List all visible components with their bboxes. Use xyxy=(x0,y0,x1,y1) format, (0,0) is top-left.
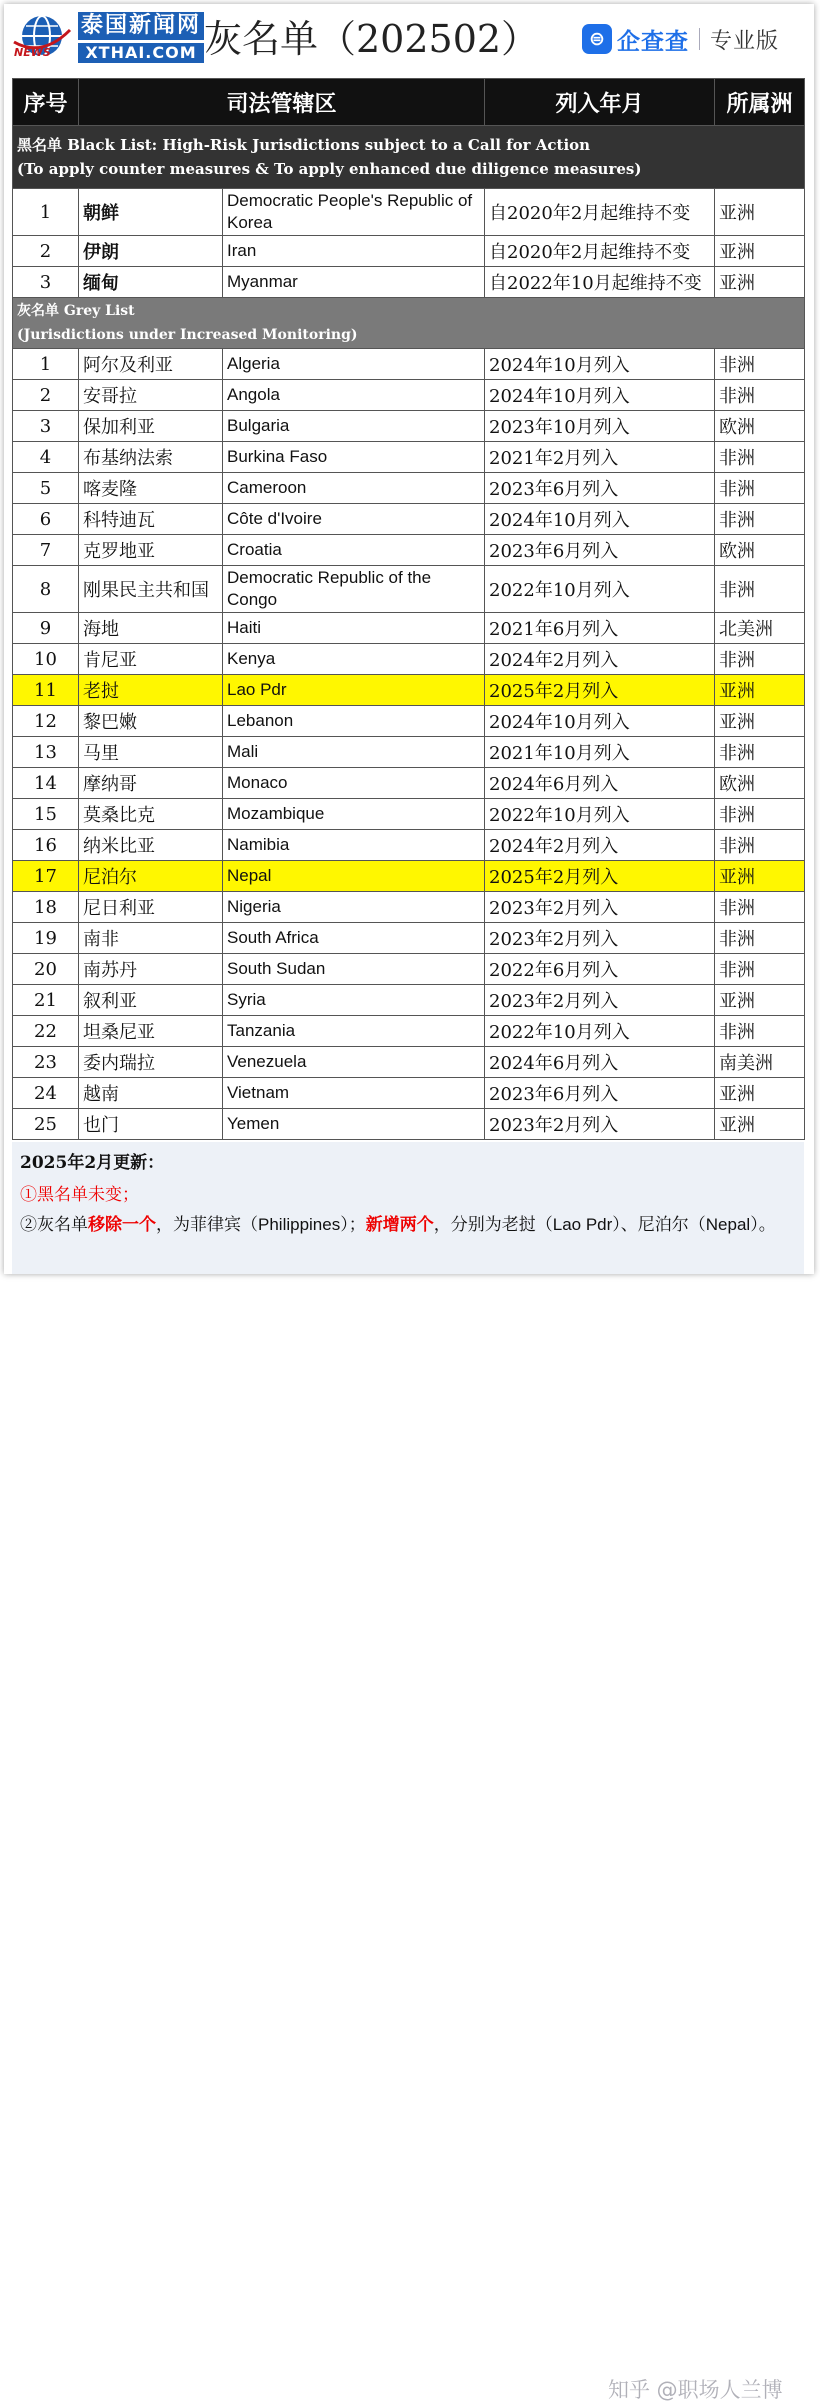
jurisdiction-en: Mozambique xyxy=(223,799,485,830)
table-row xyxy=(13,380,805,411)
continent: 非洲 xyxy=(715,892,805,923)
jurisdiction-en: Iran xyxy=(223,236,485,267)
black-list-title: 黑名单 Black List: High-Risk Jurisdictions subject to a Call for Action xyxy=(17,136,591,154)
zhihu-watermark: 知乎 @职场人兰博 xyxy=(608,2378,783,2402)
note-2-lao: Lao Pdr xyxy=(552,1215,613,1234)
jurisdiction-cn: 克罗地亚 xyxy=(79,535,223,566)
table-row xyxy=(13,985,805,1016)
jurisdiction-cn: 朝鲜 xyxy=(79,189,223,236)
continent: 非洲 xyxy=(715,644,805,675)
jurisdiction-cn: 喀麦隆 xyxy=(79,473,223,504)
table-row xyxy=(13,349,805,380)
jurisdiction-cn: 布基纳法索 xyxy=(79,442,223,473)
jurisdiction-en: Côte d'Ivoire xyxy=(223,504,485,535)
jurisdiction-cn: 阿尔及利亚 xyxy=(79,349,223,380)
table-row xyxy=(13,799,805,830)
listed-date: 2024年2月列入 xyxy=(485,644,715,675)
jurisdiction-en: Syria xyxy=(223,985,485,1016)
note-2-philippines: Philippines xyxy=(258,1215,341,1234)
table-row xyxy=(13,675,805,706)
continent: 非洲 xyxy=(715,923,805,954)
row-number: 18 xyxy=(13,892,79,923)
continent: 非洲 xyxy=(715,504,805,535)
table-row xyxy=(13,768,805,799)
jurisdiction-cn: 越南 xyxy=(79,1078,223,1109)
continent: 非洲 xyxy=(715,442,805,473)
table-row xyxy=(13,1078,805,1109)
brand-name: 企查查 xyxy=(617,28,689,55)
row-number: 22 xyxy=(13,1016,79,1047)
table-header-row xyxy=(13,79,805,126)
continent: 欧洲 xyxy=(715,535,805,566)
jurisdiction-en: Haiti xyxy=(223,613,485,644)
jurisdiction-en: Lebanon xyxy=(223,706,485,737)
jurisdiction-cn: 缅甸 xyxy=(79,267,223,298)
listed-date: 2021年10月列入 xyxy=(485,737,715,768)
continent: 非洲 xyxy=(715,380,805,411)
listed-date: 自2022年10月起维持不变 xyxy=(485,267,715,298)
listed-date: 自2020年2月起维持不变 xyxy=(485,189,715,236)
continent: 亚洲 xyxy=(715,267,805,298)
page-title: 灰名单（202502） xyxy=(204,17,540,61)
listed-date: 2023年2月列入 xyxy=(485,1109,715,1140)
continent: 亚洲 xyxy=(715,1078,805,1109)
jurisdiction-cn: 南苏丹 xyxy=(79,954,223,985)
note-2-part: ）。 xyxy=(750,1215,776,1235)
jurisdiction-en: Kenya xyxy=(223,644,485,675)
qichacha-logo-icon: ⊜ xyxy=(582,24,612,54)
table-row xyxy=(13,613,805,644)
jurisdiction-en: Mali xyxy=(223,737,485,768)
continent: 亚洲 xyxy=(715,985,805,1016)
listed-date: 2024年10月列入 xyxy=(485,706,715,737)
jurisdiction-en: Nigeria xyxy=(223,892,485,923)
listed-date: 2022年10月列入 xyxy=(485,799,715,830)
logo-chinese-text: 泰国新闻网 xyxy=(78,12,204,40)
listed-date: 2023年6月列入 xyxy=(485,1078,715,1109)
listed-date: 2023年6月列入 xyxy=(485,535,715,566)
header-date: 列入年月 xyxy=(485,79,715,126)
jurisdiction-en: Vietnam xyxy=(223,1078,485,1109)
table-row xyxy=(13,236,805,267)
listed-date: 2022年10月列入 xyxy=(485,566,715,613)
continent: 非洲 xyxy=(715,737,805,768)
continent: 北美洲 xyxy=(715,613,805,644)
logo-domain-text: XTHAI.COM xyxy=(78,43,204,63)
table-row xyxy=(13,535,805,566)
row-number: 1 xyxy=(13,189,79,236)
continent: 非洲 xyxy=(715,954,805,985)
continent: 欧洲 xyxy=(715,768,805,799)
listed-date: 2023年2月列入 xyxy=(485,985,715,1016)
table-row xyxy=(13,1047,805,1078)
listed-date: 2025年2月列入 xyxy=(485,861,715,892)
row-number: 23 xyxy=(13,1047,79,1078)
table-row xyxy=(13,267,805,298)
continent: 亚洲 xyxy=(715,675,805,706)
listed-date: 2024年10月列入 xyxy=(485,380,715,411)
jurisdiction-en: South Sudan xyxy=(223,954,485,985)
jurisdiction-cn: 老挝 xyxy=(79,675,223,706)
jurisdiction-cn: 叙利亚 xyxy=(79,985,223,1016)
note-2-nepal: Nepal xyxy=(705,1215,751,1234)
jurisdiction-en: Bulgaria xyxy=(223,411,485,442)
note-2-part: ）； xyxy=(340,1215,366,1235)
header-continent: 所属洲 xyxy=(715,79,805,126)
table-row xyxy=(13,473,805,504)
jurisdiction-table xyxy=(12,78,805,1140)
row-number: 3 xyxy=(13,267,79,298)
row-number: 20 xyxy=(13,954,79,985)
continent: 亚洲 xyxy=(715,861,805,892)
jurisdiction-en: Cameroon xyxy=(223,473,485,504)
listed-date: 2024年10月列入 xyxy=(485,349,715,380)
jurisdiction-en: Algeria xyxy=(223,349,485,380)
row-number: 13 xyxy=(13,737,79,768)
jurisdiction-en: Yemen xyxy=(223,1109,485,1140)
note-item-1 xyxy=(20,1180,139,1205)
jurisdiction-en: Myanmar xyxy=(223,267,485,298)
row-number: 21 xyxy=(13,985,79,1016)
row-number: 24 xyxy=(13,1078,79,1109)
grey-list-section-header xyxy=(13,298,805,349)
listed-date: 2024年2月列入 xyxy=(485,830,715,861)
listed-date: 2024年6月列入 xyxy=(485,768,715,799)
listed-date: 2025年2月列入 xyxy=(485,675,715,706)
row-number: 2 xyxy=(13,236,79,267)
brand xyxy=(582,22,779,56)
jurisdiction-cn: 刚果民主共和国 xyxy=(79,566,223,613)
jurisdiction-en: Lao Pdr xyxy=(223,675,485,706)
continent: 非洲 xyxy=(715,1016,805,1047)
jurisdiction-en: Monaco xyxy=(223,768,485,799)
table-row xyxy=(13,566,805,613)
row-number: 16 xyxy=(13,830,79,861)
row-number: 10 xyxy=(13,644,79,675)
table-row xyxy=(13,189,805,236)
jurisdiction-cn: 尼日利亚 xyxy=(79,892,223,923)
continent: 非洲 xyxy=(715,349,805,380)
jurisdiction-cn: 海地 xyxy=(79,613,223,644)
note-2-added: 新增两个 xyxy=(365,1215,434,1235)
table-row xyxy=(13,737,805,768)
table-row xyxy=(13,892,805,923)
table-row xyxy=(13,830,805,861)
logo-news-text: NEWS xyxy=(14,46,51,59)
note-2-removed: 移除一个 xyxy=(88,1215,156,1235)
continent: 非洲 xyxy=(715,566,805,613)
note-1-text: ①黑名单未变； xyxy=(20,1185,139,1205)
listed-date: 2023年2月列入 xyxy=(485,923,715,954)
continent: 非洲 xyxy=(715,799,805,830)
brand-edition: 专业版 xyxy=(710,28,780,54)
row-number: 12 xyxy=(13,706,79,737)
jurisdiction-en: Angola xyxy=(223,380,485,411)
row-number: 4 xyxy=(13,442,79,473)
continent: 非洲 xyxy=(715,830,805,861)
table-row xyxy=(13,1016,805,1047)
jurisdiction-en: Democratic People's Republic of Korea xyxy=(223,189,485,236)
jurisdiction-cn: 也门 xyxy=(79,1109,223,1140)
continent: 亚洲 xyxy=(715,189,805,236)
continent: 非洲 xyxy=(715,473,805,504)
jurisdiction-cn: 马里 xyxy=(79,737,223,768)
jurisdiction-cn: 委内瑞拉 xyxy=(79,1047,223,1078)
note-2-part: ）、尼泊尔（ xyxy=(612,1215,706,1235)
table-row xyxy=(13,504,805,535)
jurisdiction-cn: 尼泊尔 xyxy=(79,861,223,892)
note-2-part: ②灰名单 xyxy=(20,1215,88,1235)
row-number: 3 xyxy=(13,411,79,442)
table-row xyxy=(13,411,805,442)
jurisdiction-cn: 保加利亚 xyxy=(79,411,223,442)
jurisdiction-cn: 肯尼亚 xyxy=(79,644,223,675)
document-frame xyxy=(4,4,814,2402)
row-number: 1 xyxy=(13,349,79,380)
row-number: 8 xyxy=(13,566,79,613)
jurisdiction-cn: 纳米比亚 xyxy=(79,830,223,861)
jurisdiction-cn: 南非 xyxy=(79,923,223,954)
header-jurisdiction: 司法管辖区 xyxy=(79,79,485,126)
row-number: 25 xyxy=(13,1109,79,1140)
jurisdiction-cn: 坦桑尼亚 xyxy=(79,1016,223,1047)
jurisdiction-en: Burkina Faso xyxy=(223,442,485,473)
site-logo[interactable] xyxy=(8,8,202,64)
row-number: 14 xyxy=(13,768,79,799)
jurisdiction-cn: 莫桑比克 xyxy=(79,799,223,830)
jurisdiction-en: Democratic Republic of the Congo xyxy=(223,566,485,613)
listed-date: 2021年2月列入 xyxy=(485,442,715,473)
listed-date: 2024年10月列入 xyxy=(485,504,715,535)
listed-date: 2022年10月列入 xyxy=(485,1016,715,1047)
row-number: 2 xyxy=(13,380,79,411)
row-number: 5 xyxy=(13,473,79,504)
table-row xyxy=(13,706,805,737)
grey-list-subtitle: (Jurisdictions under Increased Monitoring) xyxy=(17,327,358,343)
row-number: 7 xyxy=(13,535,79,566)
listed-date: 2024年6月列入 xyxy=(485,1047,715,1078)
listed-date: 2023年10月列入 xyxy=(485,411,715,442)
table-row xyxy=(13,442,805,473)
header-no: 序号 xyxy=(13,79,79,126)
jurisdiction-cn: 科特迪瓦 xyxy=(79,504,223,535)
table-row xyxy=(13,1109,805,1140)
continent: 亚洲 xyxy=(715,236,805,267)
jurisdiction-en: Croatia xyxy=(223,535,485,566)
continent: 欧洲 xyxy=(715,411,805,442)
listed-date: 2023年2月列入 xyxy=(485,892,715,923)
black-list-section-header xyxy=(13,126,805,189)
jurisdiction-en: Namibia xyxy=(223,830,485,861)
notes-title: 2025年2月更新： xyxy=(20,1153,165,1173)
jurisdiction-cn: 安哥拉 xyxy=(79,380,223,411)
listed-date: 2023年6月列入 xyxy=(485,473,715,504)
brand-divider xyxy=(699,28,700,50)
table-row xyxy=(13,861,805,892)
note-2-part: ，分别为老挝（ xyxy=(433,1215,553,1235)
row-number: 17 xyxy=(13,861,79,892)
jurisdiction-cn: 摩纳哥 xyxy=(79,768,223,799)
continent: 亚洲 xyxy=(715,1109,805,1140)
note-2-part: ，为菲律宾（ xyxy=(156,1215,258,1235)
row-number: 6 xyxy=(13,504,79,535)
continent: 亚洲 xyxy=(715,706,805,737)
jurisdiction-en: Venezuela xyxy=(223,1047,485,1078)
table-row xyxy=(13,923,805,954)
listed-date: 自2020年2月起维持不变 xyxy=(485,236,715,267)
listed-date: 2021年6月列入 xyxy=(485,613,715,644)
update-notes xyxy=(12,1142,804,2402)
jurisdiction-cn: 黎巴嫩 xyxy=(79,706,223,737)
jurisdiction-en: South Africa xyxy=(223,923,485,954)
note-item-2 xyxy=(20,1210,800,1240)
row-number: 11 xyxy=(13,675,79,706)
row-number: 15 xyxy=(13,799,79,830)
continent: 南美洲 xyxy=(715,1047,805,1078)
header xyxy=(4,4,814,78)
grey-list-title: 灰名单 Grey List xyxy=(17,303,135,319)
table-row xyxy=(13,644,805,675)
listed-date: 2022年6月列入 xyxy=(485,954,715,985)
jurisdiction-en: Nepal xyxy=(223,861,485,892)
row-number: 9 xyxy=(13,613,79,644)
jurisdiction-cn: 伊朗 xyxy=(79,236,223,267)
black-list-subtitle: (To apply counter measures & To apply enhanced due diligence measures) xyxy=(17,160,642,178)
row-number: 19 xyxy=(13,923,79,954)
table-row xyxy=(13,954,805,985)
jurisdiction-en: Tanzania xyxy=(223,1016,485,1047)
